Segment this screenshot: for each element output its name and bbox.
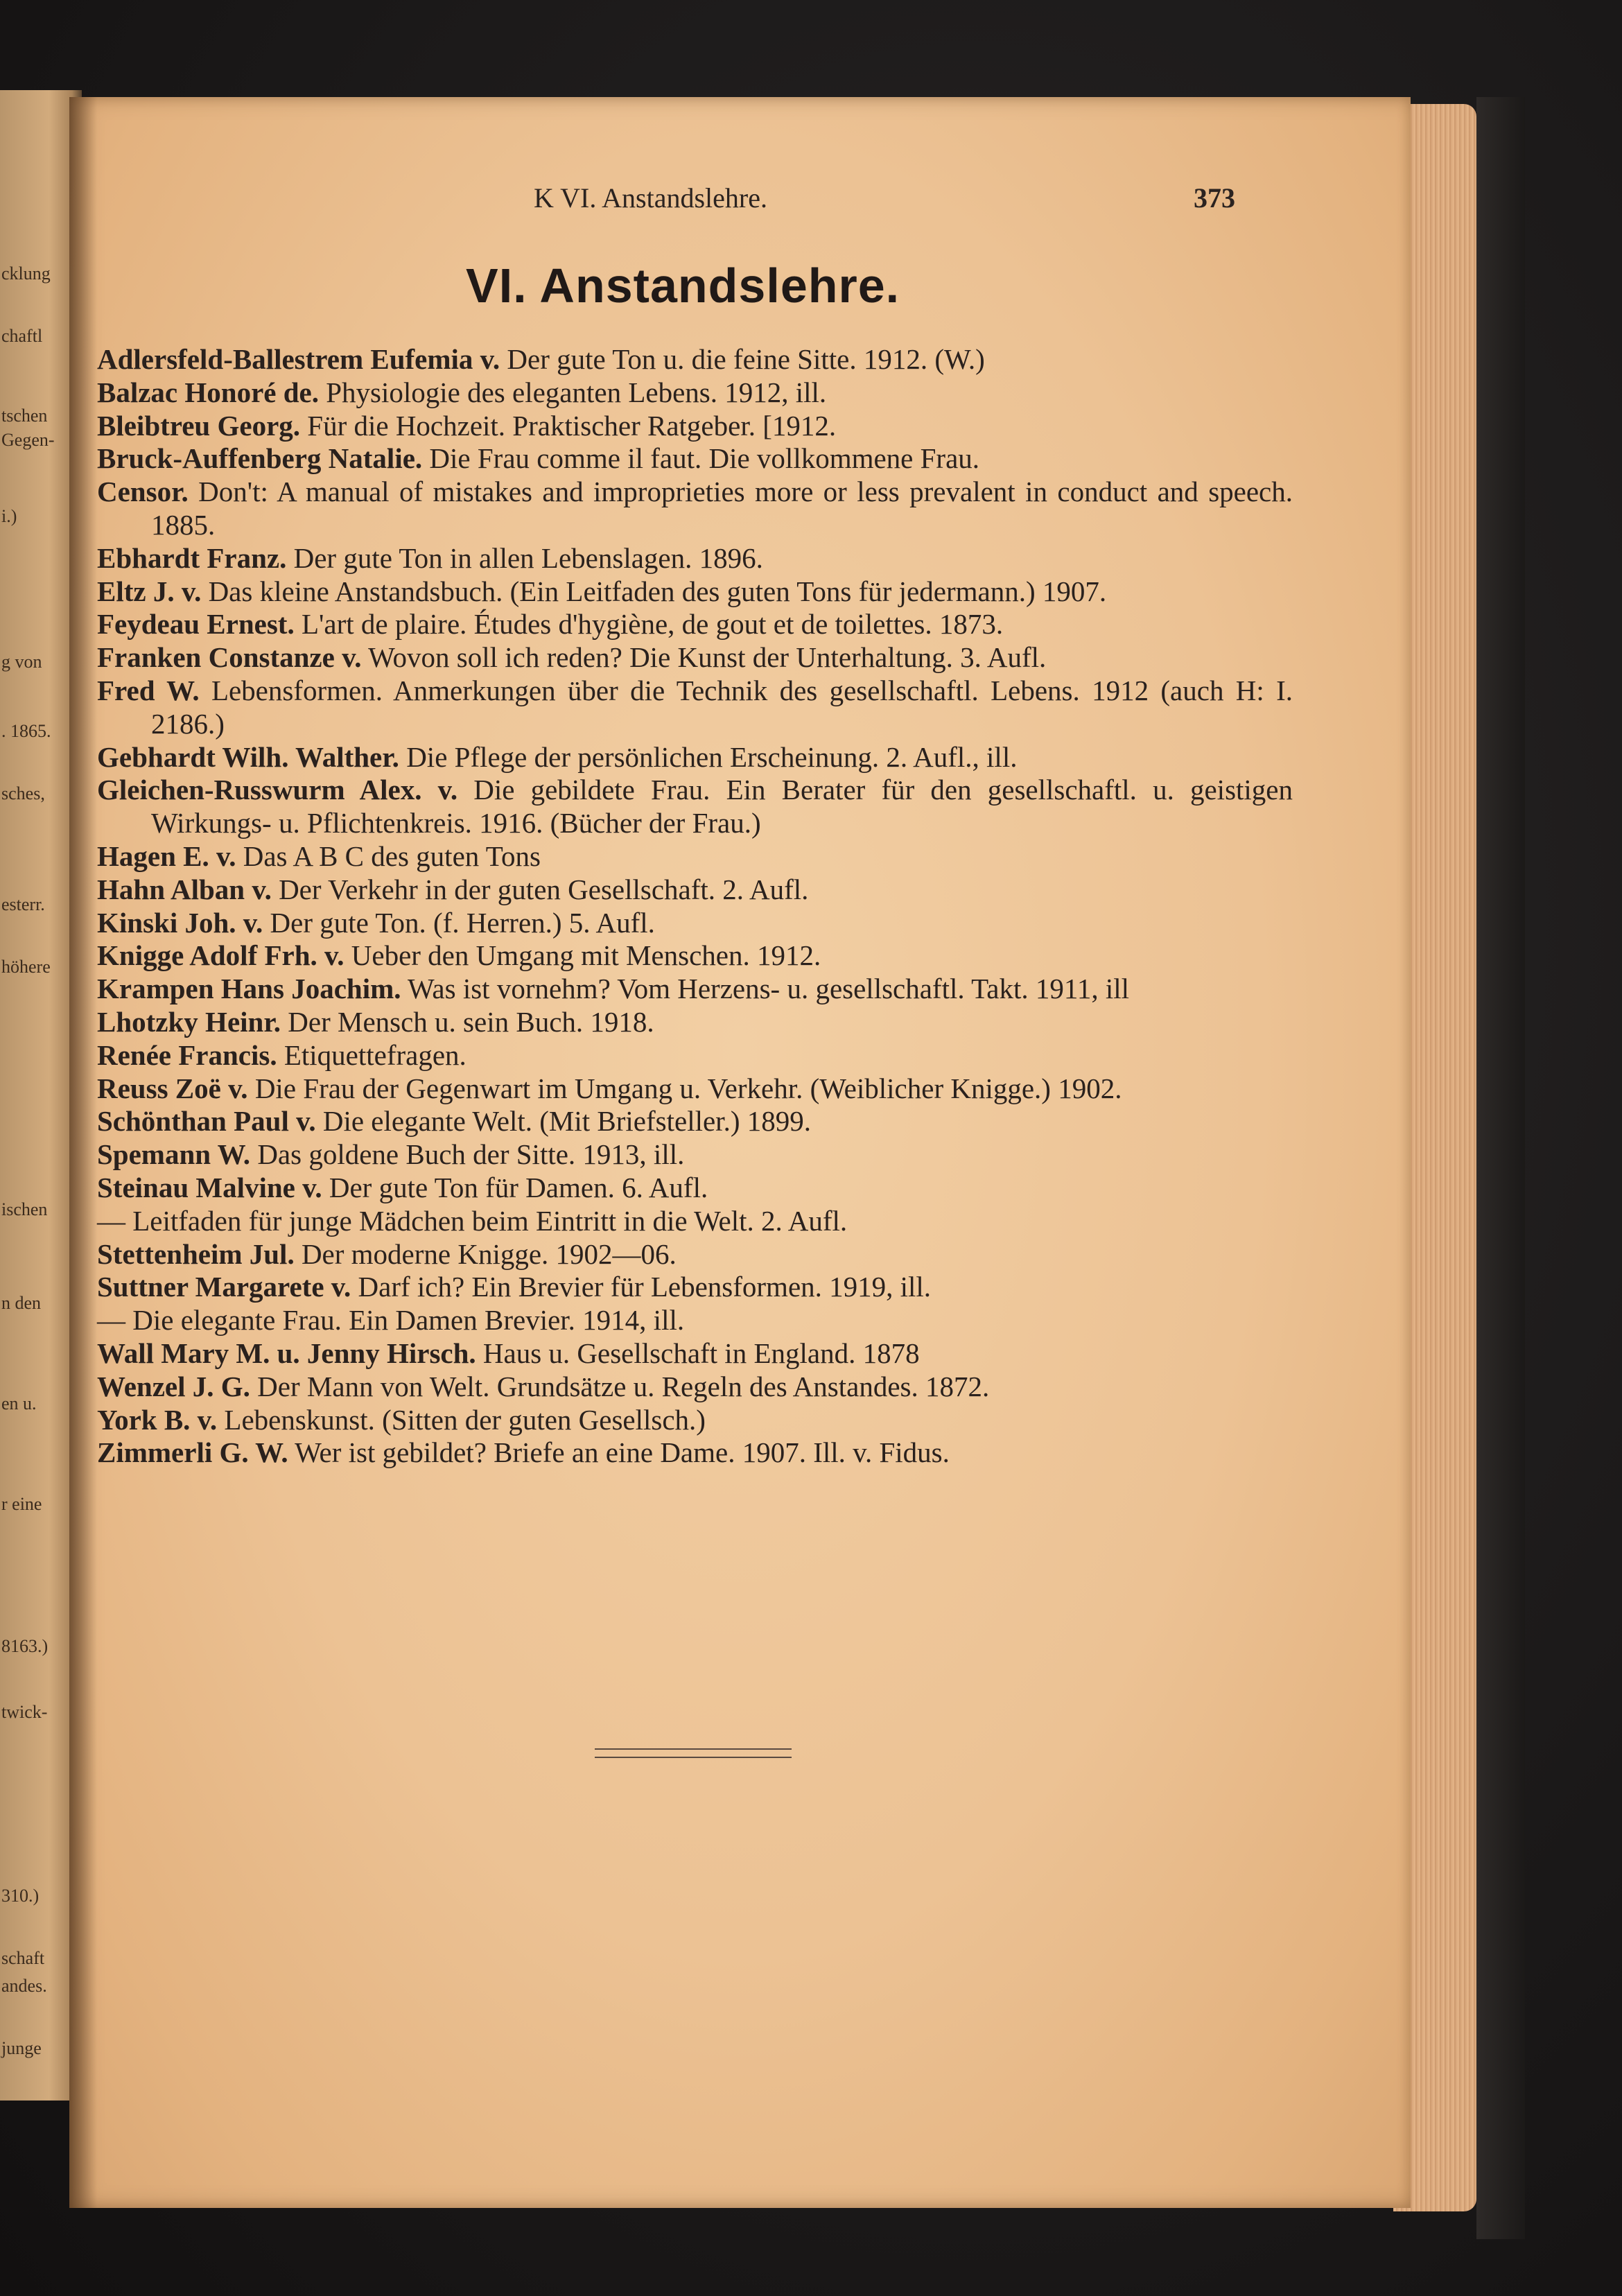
- bibliography-entry: [97, 1072, 1293, 1106]
- facing-page-fragment: ischen: [1, 1199, 48, 1219]
- entry-title: Die gebildete Frau. Ein Berater für den gesellschaftl. u. geistigen Wirkungs- u. Pflichtenkreis. 1916. (Bücher der Frau.): [151, 774, 1293, 840]
- entry-title: Die Frau comme il faut. Die vollkommene Frau.: [429, 442, 980, 475]
- bibliography-entry: [97, 973, 1293, 1006]
- facing-page-fragment: andes.: [1, 1976, 47, 1996]
- facing-page-fragment: chaftl: [1, 326, 43, 346]
- facing-page-fragment: . 1865.: [1, 721, 51, 741]
- bibliography-entry: [97, 1404, 1293, 1437]
- facing-page-fragment: tschen: [1, 406, 48, 426]
- entry-title: Die elegante Welt. (Mit Briefsteller.) 1899.: [322, 1105, 811, 1138]
- entry-title: Etiquettefragen.: [284, 1038, 466, 1071]
- entry-title: Der moderne Knigge. 1902—06.: [301, 1237, 677, 1270]
- section-title: VI. Anstandslehre.: [466, 259, 900, 313]
- bibliography-entry: [97, 1337, 1293, 1371]
- entry-author: Schönthan Paul v.: [97, 1105, 316, 1138]
- bibliography-entry: [97, 1172, 1293, 1205]
- entry-title: — Die elegante Frau. Ein Damen Brevier. 1914, ill.: [97, 1304, 685, 1337]
- facing-page-fragment: junge: [1, 2038, 42, 2058]
- entry-title: Der gute Ton. (f. Herren.) 5. Aufl.: [270, 906, 655, 939]
- entry-author: Stettenheim Jul.: [97, 1237, 295, 1270]
- facing-page-fragment: en u.: [1, 1393, 37, 1414]
- bibliography-entry: [97, 343, 1293, 376]
- entry-author: Wenzel J. G.: [97, 1370, 250, 1402]
- bibliography-entry: [97, 1371, 1293, 1404]
- entry-title: Für die Hochzeit. Praktischer Ratgeber. [1912.: [307, 409, 837, 442]
- bibliography-entry: [97, 1436, 1293, 1470]
- entry-title: Lebenskunst. (Sitten der guten Gesellsch.): [224, 1403, 706, 1436]
- running-head: K VI. Anstandslehre.: [534, 182, 767, 214]
- bibliography-entry: [97, 608, 1293, 641]
- entry-author: Zimmerli G. W.: [97, 1436, 288, 1469]
- entry-author: Krampen Hans Joachim.: [97, 973, 401, 1005]
- entry-author: Suttner Margarete v.: [97, 1271, 351, 1303]
- bibliography-entry: [97, 1271, 1293, 1304]
- bibliography-entry: [97, 774, 1293, 840]
- bibliography-entry: [97, 840, 1293, 873]
- entry-author: Lhotzky Heinr.: [97, 1005, 281, 1038]
- facing-page-fragment: sches,: [1, 783, 45, 803]
- entry-author: Bleibtreu Georg.: [97, 409, 301, 442]
- facing-page-fragment: 8163.): [1, 1636, 49, 1656]
- entry-author: Wall Mary M. u. Jenny Hirsch.: [97, 1337, 476, 1369]
- entry-title: Der Mensch u. sein Buch. 1918.: [288, 1005, 654, 1038]
- entry-title: Ueber den Umgang mit Menschen. 1912.: [351, 939, 821, 972]
- facing-page-fragment: höhere: [1, 957, 51, 977]
- facing-page-fragment: n den: [1, 1293, 42, 1313]
- facing-page-fragment: esterr.: [1, 894, 45, 914]
- bibliography-entry: [97, 1105, 1293, 1138]
- entry-author: Fred W.: [97, 674, 200, 706]
- bibliography-entry: [97, 907, 1293, 940]
- bibliography-entry: [97, 410, 1293, 443]
- entry-title: L'art de plaire. Études d'hygiène, de gout et de toilettes. 1873.: [301, 608, 1004, 641]
- facing-page-fragment: schaft: [1, 1948, 45, 1968]
- facing-page-fragment: i.): [1, 506, 17, 526]
- book-cover-edge: [1476, 97, 1525, 2239]
- bibliography-entry: [97, 1238, 1293, 1271]
- page-number: 373: [1194, 182, 1235, 214]
- entry-author: Feydeau Ernest.: [97, 608, 295, 641]
- entry-author: Reuss Zoë v.: [97, 1072, 248, 1104]
- entry-author: Bruck-Auffenberg Natalie.: [97, 442, 423, 475]
- entry-author: Ebhardt Franz.: [97, 541, 287, 574]
- facing-page-fragment: r eine: [1, 1494, 42, 1514]
- bibliography-entry: [97, 939, 1293, 973]
- entry-author: Renée Francis.: [97, 1038, 277, 1071]
- bibliography-entry: [97, 376, 1293, 410]
- facing-page-fragment: Gegen-: [1, 430, 55, 450]
- entry-title: Haus u. Gesellschaft in England. 1878: [482, 1337, 920, 1369]
- bibliography-entry: [97, 1138, 1293, 1172]
- binding-shadow: [69, 97, 97, 2208]
- bibliography-list: [97, 343, 1293, 1470]
- bibliography-entry: [97, 542, 1293, 575]
- entry-author: Eltz J. v.: [97, 575, 202, 607]
- entry-author: Hahn Alban v.: [97, 873, 272, 905]
- entry-title: Wer ist gebildet? Briefe an eine Dame. 1907. Ill. v. Fidus.: [295, 1436, 950, 1469]
- bibliography-entry: [97, 1205, 1293, 1238]
- entry-title: Das A B C des guten Tons: [243, 840, 541, 872]
- entry-title: Der gute Ton u. die feine Sitte. 1912. (W.): [507, 343, 985, 375]
- bibliography-entry: [97, 575, 1293, 609]
- facing-page-fragment: 310.): [1, 1886, 40, 1906]
- entry-title: Der Mann von Welt. Grundsätze u. Regeln des Anstandes. 1872.: [257, 1370, 990, 1402]
- entry-author: Steinau Malvine v.: [97, 1171, 322, 1203]
- facing-page-fragment: g von: [1, 652, 42, 672]
- entry-author: Hagen E. v.: [97, 840, 236, 872]
- entry-title: Darf ich? Ein Brevier für Lebensformen. 1919, ill.: [358, 1271, 932, 1303]
- bibliography-entry: [97, 1006, 1293, 1039]
- bibliography-entry: [97, 641, 1293, 675]
- entry-title: Don't: A manual of mistakes and improprieties more or less prevalent in conduct and speech. 1885.: [151, 476, 1293, 541]
- entry-author: Gleichen-Russwurm Alex. v.: [97, 774, 458, 806]
- entry-title: Der Verkehr in der guten Gesellschaft. 2. Aufl.: [279, 873, 809, 905]
- entry-title: Der gute Ton für Damen. 6. Aufl.: [329, 1171, 708, 1203]
- entry-author: York B. v.: [97, 1403, 218, 1436]
- entry-title: Physiologie des eleganten Lebens. 1912, ill.: [326, 376, 827, 408]
- entry-title: Die Pflege der persönlichen Erscheinung. 2. Aufl., ill.: [406, 740, 1018, 773]
- bibliography-entry: [97, 1304, 1293, 1337]
- entry-title: — Leitfaden für junge Mädchen beim Eintritt in die Welt. 2. Aufl.: [97, 1204, 848, 1237]
- entry-author: Spemann W.: [97, 1138, 251, 1171]
- bibliography-entry: [97, 476, 1293, 542]
- entry-title: Die Frau der Gegenwart im Umgang u. Verkehr. (Weiblicher Knigge.) 1902.: [254, 1072, 1122, 1104]
- entry-title: Lebensformen. Anmerkungen über die Technik des gesellschaftl. Lebens. 1912 (auch H: I. 2186.): [151, 674, 1293, 740]
- bibliography-entry: [97, 741, 1293, 774]
- end-rule: [595, 1748, 792, 1758]
- entry-author: Balzac Honoré de.: [97, 376, 319, 408]
- entry-title: Wovon soll ich reden? Die Kunst der Unterhaltung. 3. Aufl.: [368, 641, 1047, 674]
- entry-title: Das goldene Buch der Sitte. 1913, ill.: [257, 1138, 685, 1171]
- entry-author: Kinski Joh. v.: [97, 906, 263, 939]
- entry-author: Gebhardt Wilh. Walther.: [97, 740, 399, 773]
- facing-page-fragment: cklung: [1, 263, 51, 284]
- entry-author: Censor.: [97, 476, 189, 508]
- entry-title: Der gute Ton in allen Lebenslagen. 1896.: [293, 541, 763, 574]
- bibliography-entry: [97, 675, 1293, 741]
- entry-author: Franken Constanze v.: [97, 641, 362, 674]
- bibliography-entry: [97, 442, 1293, 476]
- bibliography-entry: [97, 1039, 1293, 1072]
- entry-title: Was ist vornehm? Vom Herzens- u. gesellschaftl. Takt. 1911, ill: [408, 973, 1130, 1005]
- entry-author: Knigge Adolf Frh. v.: [97, 939, 345, 972]
- bibliography-entry: [97, 873, 1293, 907]
- entry-title: Das kleine Anstandsbuch. (Ein Leitfaden des guten Tons für jedermann.) 1907.: [208, 575, 1107, 607]
- entry-author: Adlersfeld-Ballestrem Eufemia v.: [97, 343, 500, 375]
- facing-page-fragment: twick-: [1, 1702, 48, 1722]
